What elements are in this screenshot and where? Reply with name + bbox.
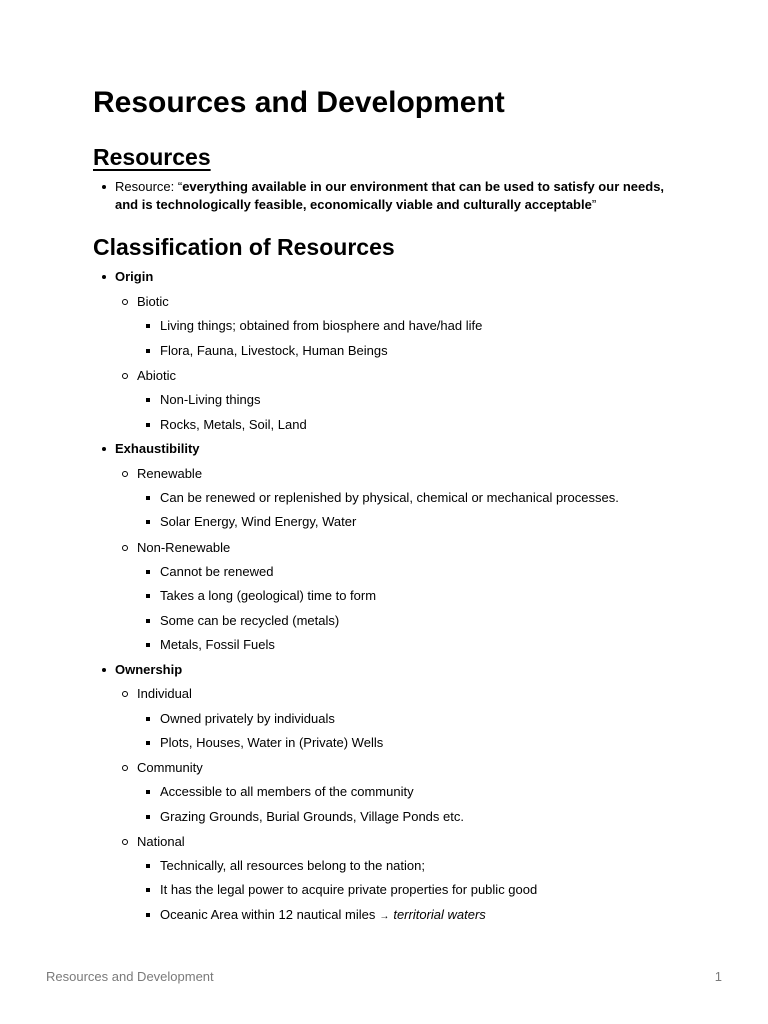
list-item: Takes a long (geological) time to form bbox=[160, 588, 377, 603]
list-item-nonrenewable: Non-Renewable bbox=[137, 540, 231, 555]
list-item: Solar Energy, Wind Energy, Water bbox=[160, 514, 357, 529]
oceanic-text: Oceanic Area within 12 nautical miles bbox=[160, 907, 376, 922]
list-item: Some can be recycled (metals) bbox=[160, 613, 340, 628]
definition-text: everything available in our environment that can be used to satisfy our needs, and is technologically feasible, economically viable and culturally acceptable bbox=[115, 179, 665, 212]
list-item-national: National bbox=[137, 834, 185, 849]
list-item: Plots, Houses, Water in (Private) Wells bbox=[160, 735, 384, 750]
list-item-individual: Individual bbox=[137, 686, 192, 701]
territorial-waters-text: territorial waters bbox=[393, 907, 486, 922]
list-item: It has the legal power to acquire private properties for public good bbox=[160, 882, 538, 897]
page-title: Resources and Development bbox=[93, 86, 505, 119]
list-item: Grazing Grounds, Burial Grounds, Village Ponds etc. bbox=[160, 809, 464, 824]
resource-definition bbox=[115, 178, 675, 214]
list-item: Living things; obtained from biosphere and have/had life bbox=[160, 318, 483, 333]
list-item-abiotic: Abiotic bbox=[137, 368, 177, 383]
list-item: Accessible to all members of the community bbox=[160, 784, 414, 799]
list-item-ownership: Ownership bbox=[115, 662, 183, 677]
footer-document-title: Resources and Development bbox=[46, 969, 214, 984]
list-item-origin: Origin bbox=[115, 269, 154, 284]
list-item: Can be renewed or replenished by physical, chemical or mechanical processes. bbox=[160, 490, 619, 505]
classification-heading: Classification of Resources bbox=[93, 234, 395, 260]
resources-heading: Resources bbox=[93, 144, 211, 170]
list-item-community: Community bbox=[137, 760, 203, 775]
page-number: 1 bbox=[714, 969, 722, 984]
definition-label: Resource: “ bbox=[115, 179, 183, 194]
list-item-biotic: Biotic bbox=[137, 294, 169, 309]
list-item: Owned privately by individuals bbox=[160, 711, 335, 726]
list-item: Technically, all resources belong to the nation; bbox=[160, 858, 425, 873]
list-item-renewable: Renewable bbox=[137, 466, 203, 481]
list-item: Metals, Fossil Fuels bbox=[160, 637, 275, 652]
list-item-oceanic bbox=[160, 906, 486, 926]
list-item: Flora, Fauna, Livestock, Human Beings bbox=[160, 343, 388, 358]
list-item-exhaustibility: Exhaustibility bbox=[115, 441, 200, 456]
list-item: Non-Living things bbox=[160, 392, 261, 407]
definition-end: ” bbox=[591, 197, 597, 212]
arrow-right-icon: → bbox=[379, 911, 390, 922]
list-item: Rocks, Metals, Soil, Land bbox=[160, 417, 307, 432]
list-item: Cannot be renewed bbox=[160, 564, 274, 579]
